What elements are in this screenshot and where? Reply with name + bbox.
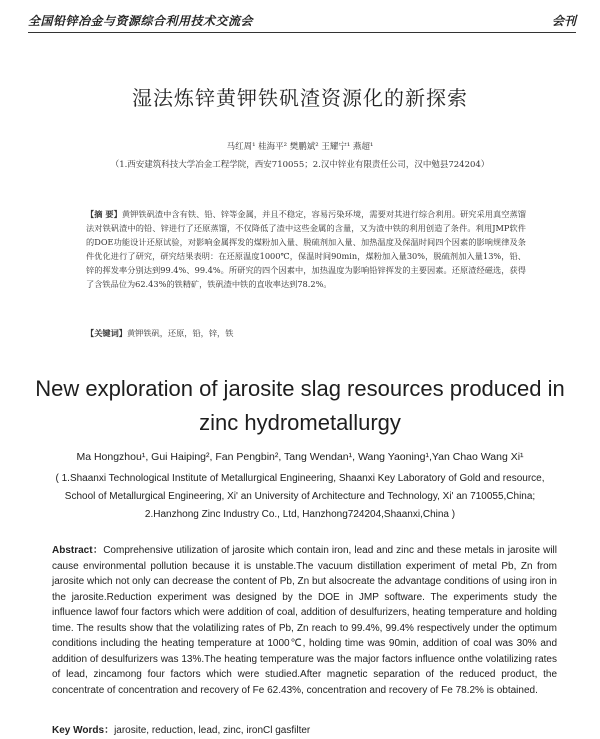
english-abstract [52, 543, 557, 698]
section-label: 会刊 [551, 14, 576, 28]
english-keywords [52, 721, 557, 736]
conference-name: 全国铅锌冶金与资源综合利用技术交流会 [28, 14, 254, 28]
chinese-keywords-text: 黄钾铁矾，还原，铅，锌，铁 [126, 328, 234, 338]
chinese-affiliation: （1.西安建筑科技大学冶金工程学院，西安710055；2.汉中锌业有限责任公司，汉中勉县724204） [110, 160, 490, 170]
english-affiliation: ( 1.Shaanxi Technological Institute of Metallurgical Engineering, Shaanxi Key Laboratory of Gold and resource, School of Metallurgical Engineering, Xi' an University of Architecture and Technology, Xi' an 710055,China; 2.Hanzhong Zinc Industry Co., Ltd, Hanzhong724204,Shaanxi,China ) [55, 473, 545, 520]
english-authors: Ma Hongzhou¹, Gui Haiping², Fan Pengbin², Tang Wendan¹, Wang Yaoning¹,Yan Chao Wang Xi¹ [76, 451, 524, 463]
english-keywords-label: Key Words [52, 725, 105, 736]
chinese-abstract-label: 【摘 要】 [86, 209, 122, 219]
english-title: New exploration of jarosite slag resources produced in zinc hydrometallurgy [35, 376, 565, 435]
english-keywords-text: jarosite, reduction, lead, zinc, ironCl gasfilter [114, 725, 311, 736]
keywords-colon: ： [104, 725, 115, 736]
chinese-keywords [86, 326, 526, 340]
chinese-abstract-text: 黄钾铁矾渣中含有铁、铅、锌等金属，并且不稳定，容易污染环境，需要对其进行综合利用。研究采用真空蒸馏法对铁矾渣中的铅、锌进行了还原蒸馏，不仅降低了渣中这些金属的含量，又为渣中铁的利用创造了条件。利用JMP软件的DOE功能设计还原试验，对影响金属挥发的煤粉加入量、脱硫剂加入量、加热温度及保温时间四个因素的影响规律及条件优化进行了研究，研究结果表明：在还原温度1000℃，保温时间90min，煤粉加入量30%，脱硫剂加入量13%，铅、锌的挥发率分别达到99.4%、99.4%。所研究的四个因素中，加热温度为影响铅锌挥发的主要因素。还原渣经磁选，获得了含铁品位为62.43%的铁精矿，铁矾渣中铁的直收率达到78.2%。 [86, 209, 526, 289]
english-abstract-label: Abstract [52, 545, 93, 556]
chinese-abstract [86, 207, 526, 291]
chinese-keywords-label: 【关键词】 [86, 328, 127, 338]
chinese-title: 湿法炼锌黄钾铁矾渣资源化的新探索 [132, 86, 468, 110]
chinese-authors: 马红周¹ 桂海平² 樊鹏斌² 王耀宁¹ 燕超¹ [226, 142, 374, 152]
running-header [28, 10, 576, 33]
abstract-colon: ： [92, 545, 104, 556]
english-abstract-text: Comprehensive utilization of jarosite which contain iron, lead and zinc and these metals in jarosite will cause environmental pollution because it is unstable.The vacuum distillation experiment of metal Pb, Zn from jarosite which not only can decrease the content of Pb, Zn but alsocreate the advantage conditions of using iron in the jarosite.Reduction experiment was designed by the DOE in JMP software. The experiments study the influence lawof four factors which were addition of coal, addition of desulfurizers, heating temperature and holding time. The results show that the volatilizing rates of Pb, Zn reach to 99.4%, 99.4% respectively under the optimum conditions including the heating temperature at 1000℃, holding time was 90min, addition of coal was 30% and addition of desulfurizers was 13%.The heating temperature was the major factors influence onthe volatilizing rates of lead, zincamong four factors which were studied.After magnetic separation of the reduced product, the concentrate of concentration and recovery of Fe 62.43%, concentration and recovery of Fe 78.2% is obtained. [52, 545, 557, 696]
